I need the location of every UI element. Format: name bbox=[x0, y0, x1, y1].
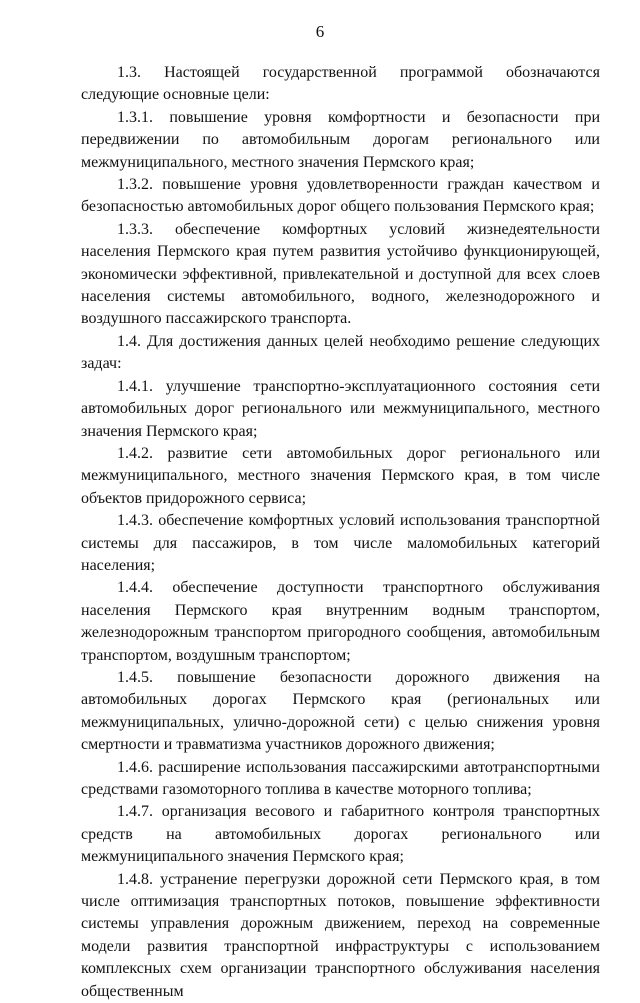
paragraph-1-4-1: 1.4.1. улучшение транспортно-эксплуатационного состояния сети автомобильных дорог регионального или межмуниципального, местного значения Пермского края; bbox=[81, 377, 600, 440]
paragraph-1-3: 1.3. Настоящей государственной программой обозначаются следующие основные цели: bbox=[81, 64, 600, 104]
paragraph-1-4-3: 1.4.3. обеспечение комфортных условий использования транспортной системы для пассажиров, в том числе маломобильных категорий населения; bbox=[81, 512, 600, 574]
paragraph-1-3-2: 1.3.2. повышение уровня удовлетворенности граждан качеством и безопасностью автомобильных дорог общего пользования Пермского края; bbox=[81, 176, 600, 216]
paragraph-1-3-1: 1.3.1. повышение уровня комфортности и безопасности при передвижении по автомобильным дорогам регионального или межмуниципального, местного значения Пермского края; bbox=[81, 108, 600, 171]
paragraph-1-3-3: 1.3.3. обеспечение комфортных условий жизнедеятельности населения Пермского края путем развития устойчиво функционирующей, экономически эффективной, привлекательной и доступной для всех слоев населения системы автомобильного, водного, железнодорожного и воздушного пассажирского транспорта. bbox=[81, 220, 600, 328]
paragraph-1-4-6: 1.4.6. расширение использования пассажирскими автотранспортными средствами газомоторного топлива в качестве моторного топлива; bbox=[81, 758, 600, 798]
paragraph-1-4-4: 1.4.4. обеспечение доступности транспортного обслуживания населения Пермского края внутренним водным транспортом, железнодорожным транспортом пригородного сообщения, автомобильным транспортом, воздушным транспортом; bbox=[81, 579, 600, 664]
page-number: 6 bbox=[315, 22, 325, 41]
paragraph-1-4-2: 1.4.2. развитие сети автомобильных дорог регионального или межмуниципального, местного значения Пермского края, в том числе объектов придорожного сервиса; bbox=[81, 444, 600, 507]
paragraph-1-4-8: 1.4.8. устранение перегрузки дорожной сети Пермского края, в том числе оптимизация транспортных потоков, повышение эффективности системы управления дорожным движением, переход на современные модели развития транспортной инфраструктуры с использованием комплексных схем организации транспортного обслуживания населения общественным bbox=[81, 870, 600, 1000]
document-body bbox=[81, 62, 600, 1003]
paragraph-1-4-5: 1.4.5. повышение безопасности дорожного движения на автомобильных дорогах Пермского края (региональных или межмуниципальных, улично-дорожной сети) с целью снижения уровня смертности и травматизма участников дорожного движения; bbox=[81, 668, 600, 754]
paragraph-1-4: 1.4. Для достижения данных целей необходимо решение следующих задач: bbox=[81, 332, 600, 373]
paragraph-1-4-7: 1.4.7. организация весового и габаритного контроля транспортных средств на автомобильных дорогах регионального или межмуниципального значения Пермского края; bbox=[81, 803, 600, 866]
